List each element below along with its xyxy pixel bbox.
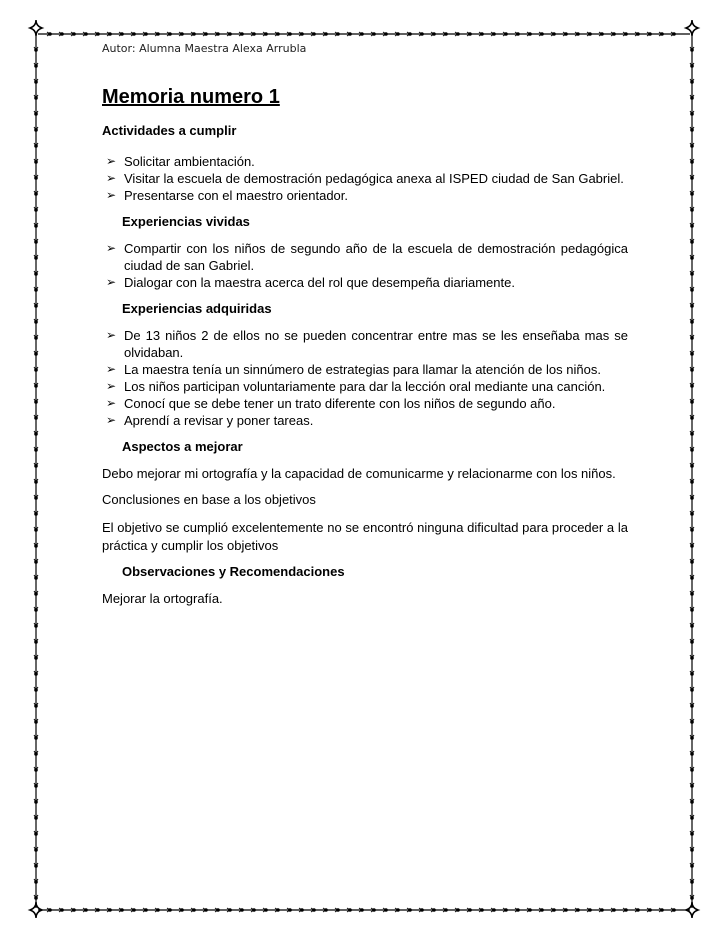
section-heading-experiencias-vividas: Experiencias vividas	[122, 214, 250, 229]
list-item: ➢ Visitar la escuela de demostración pedagógica anexa al ISPED ciudad de San Gabriel.	[102, 170, 628, 187]
list-item: ➢ Los niños participan voluntariamente para dar la lección oral mediante una canción.	[102, 378, 628, 395]
list-item: ➢ Dialogar con la maestra acerca del rol que desempeña diariamente.	[102, 274, 628, 291]
actividades-list	[102, 153, 628, 204]
list-item: ➢ De 13 niños 2 de ellos no se pueden concentrar entre mas se les enseñaba mas se olvidaban.	[102, 327, 628, 361]
experiencias-vividas-list	[102, 240, 628, 291]
list-item: ➢ Aprendí a revisar y poner tareas.	[102, 412, 628, 429]
section-heading-conclusiones: Conclusiones en base a los objetivos	[102, 492, 316, 507]
list-item: ➢ Solicitar ambientación.	[102, 153, 628, 170]
aspectos-text: Debo mejorar mi ortografía y la capacidad de comunicarme y relacionarme con los niños.	[102, 466, 616, 481]
section-heading-observaciones: Observaciones y Recomendaciones	[122, 564, 345, 579]
section-heading-experiencias-adquiridas: Experiencias adquiridas	[122, 301, 272, 316]
experiencias-adquiridas-list	[102, 327, 628, 429]
page-title: Memoria numero 1	[102, 86, 280, 108]
list-item: ➢ Conocí que se debe tener un trato diferente con los niños de segundo año.	[102, 395, 628, 412]
observaciones-text: Mejorar la ortografía.	[102, 591, 223, 606]
document-header-author: Autor: Alumna Maestra Alexa Arrubla	[102, 42, 307, 55]
document-body	[102, 122, 628, 608]
list-item: ➢ Presentarse con el maestro orientador.	[102, 187, 628, 204]
list-item: ➢ La maestra tenía un sinnúmero de estrategias para llamar la atención de los niños.	[102, 361, 628, 378]
list-item: ➢ Compartir con los niños de segundo año de la escuela de demostración pedagógica ciudad de san Gabriel.	[102, 240, 628, 274]
conclusiones-text: El objetivo se cumplió excelentemente no se encontró ninguna dificultad para proceder a la práctica y cumplir los objetivos	[102, 520, 628, 553]
section-heading-aspectos: Aspectos a mejorar	[122, 439, 243, 454]
section-heading-actividades: Actividades a cumplir	[102, 123, 237, 138]
